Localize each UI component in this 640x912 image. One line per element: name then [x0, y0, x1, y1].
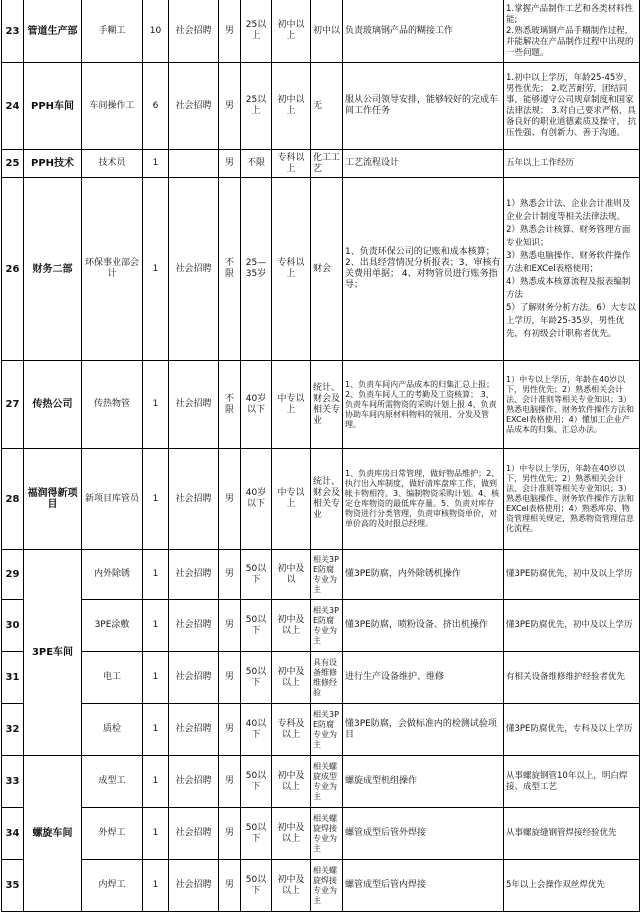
gender: 男 — [219, 63, 241, 150]
education: 专科以上 — [272, 150, 311, 178]
duty: 懂3PE防腐，喷粉设备、挤出机操作 — [343, 600, 504, 652]
department: PPH技术 — [24, 150, 82, 178]
headcount: 1 — [143, 178, 169, 361]
education: 中专以上 — [272, 449, 311, 550]
table-row — [2, 178, 640, 361]
duty: 进行生产设备维护、维修 — [343, 652, 504, 704]
table-row — [2, 756, 640, 808]
row-number: 24 — [2, 63, 24, 150]
row-number: 29 — [2, 550, 24, 600]
education: 中专以上 — [272, 361, 311, 449]
duty: 懂3PE防腐，内外除锈机操作 — [343, 550, 504, 600]
education: 初中及以上 — [272, 652, 311, 704]
table-row — [2, 652, 640, 704]
recruit-method: 社会招聘 — [169, 178, 219, 361]
position: 技术员 — [82, 150, 143, 178]
row-number: 30 — [2, 600, 24, 652]
headcount: 1 — [143, 652, 169, 704]
gender: 男 — [219, 756, 241, 808]
recruit-method: 社会招聘 — [169, 808, 219, 860]
position: 质检 — [82, 704, 143, 756]
recruit-method: 社会招聘 — [169, 600, 219, 652]
major: 相关3PE防腐专业为主 — [311, 704, 343, 756]
position: 电工 — [82, 652, 143, 704]
table-row — [2, 550, 640, 600]
headcount: 1 — [143, 449, 169, 550]
position: 3PE涂敷 — [82, 600, 143, 652]
education: 专科及以上 — [272, 704, 311, 756]
major: 相关3PE防腐专业为主 — [311, 550, 343, 600]
headcount: 1 — [143, 600, 169, 652]
education: 初中以上 — [272, 63, 311, 150]
gender: 不限 — [219, 361, 241, 449]
requirements: 从事螺旋钢管10年以上，明白焊接、成型工艺 — [504, 756, 640, 808]
department: 传热公司 — [24, 361, 82, 449]
age: 25以上 — [241, 63, 272, 150]
headcount: 1 — [143, 704, 169, 756]
duty: 1、负责环保公司的记账和成本核算； 2、出具经营情况分析报表；3、审核有关费用单据； 4、对物管员进行账务指导； — [343, 178, 504, 361]
duty: 工艺流程设计 — [343, 150, 504, 178]
recruit-method: 社会招聘 — [169, 550, 219, 600]
age: 50以下 — [241, 550, 272, 600]
position: 环保事业部会计 — [82, 178, 143, 361]
age: 50以下 — [241, 808, 272, 860]
recruit-method: 社会招聘 — [169, 63, 219, 150]
row-number: 26 — [2, 178, 24, 361]
education: 初中及以上 — [272, 808, 311, 860]
gender: 男 — [219, 860, 241, 912]
education: 初中及以上 — [272, 756, 311, 808]
age: 不限 — [241, 150, 272, 178]
duty: 懂3PE防腐，会做标准内的检测试验项目 — [343, 704, 504, 756]
position: 外焊工 — [82, 808, 143, 860]
recruit-method: 社会招聘 — [169, 704, 219, 756]
requirements: 从事螺旋缝钢管焊接经验优先 — [504, 808, 640, 860]
major: 具有设备维修维修经验 — [311, 652, 343, 704]
headcount: 1 — [143, 150, 169, 178]
gender: 男 — [219, 704, 241, 756]
age: 50以下 — [241, 860, 272, 912]
headcount: 1 — [143, 808, 169, 860]
major: 初中以 — [311, 0, 343, 63]
table-row — [2, 600, 640, 652]
position: 内焊工 — [82, 860, 143, 912]
gender: 男 — [219, 808, 241, 860]
requirements: 1.掌握产品制作工艺和各类材料性能; 2.熟悉玻璃钢产品手糊制作过程，并能解决在产品制作过程中出现的一些问题。 — [504, 0, 640, 63]
duty: 1、负责库房日常管理，做好物品维护；2、执行出入库制度，做好清库盘库工作，做到帐卡物相符。3、编制物资采购计划。4、核定仓库物资的最低库存量。5、负责对库存物资进行分类管理，负责审核物资单价，对单价高的及时报总经理。 — [343, 449, 504, 550]
row-number: 31 — [2, 652, 24, 704]
headcount: 10 — [143, 0, 169, 63]
duty: 螺管成型后管外焊接 — [343, 808, 504, 860]
requirements: 懂3PE防腐优先，初中及以上学历 — [504, 600, 640, 652]
major: 相关螺旋焊接专业为主 — [311, 860, 343, 912]
table-row — [2, 0, 640, 63]
requirements: 有相关设备维修维护经验者优先 — [504, 652, 640, 704]
education: 专科以上 — [272, 178, 311, 361]
position: 内外除锈 — [82, 550, 143, 600]
requirements: 懂3PE防腐优先，初中及以上学历 — [504, 550, 640, 600]
duty: 服从公司领导安排，能够较好的完成车间工作任务 — [343, 63, 504, 150]
duty: 螺旋成型机组操作 — [343, 756, 504, 808]
requirements: 五年以上工作经历 — [504, 150, 640, 178]
department: 3PE车间 — [24, 550, 82, 756]
age: 25—35岁 — [241, 178, 272, 361]
recruit-method — [169, 150, 219, 178]
headcount: 1 — [143, 550, 169, 600]
row-number: 23 — [2, 0, 24, 63]
gender: 男 — [219, 600, 241, 652]
row-number: 35 — [2, 860, 24, 912]
recruit-method: 社会招聘 — [169, 652, 219, 704]
position: 手糊工 — [82, 0, 143, 63]
position: 传热物管 — [82, 361, 143, 449]
age: 40岁以下 — [241, 361, 272, 449]
duty: 螺管成型后管内焊接 — [343, 860, 504, 912]
major: 化工工艺 — [311, 150, 343, 178]
gender: 男 — [219, 652, 241, 704]
requirements: 1）中专以上学历，年龄在40岁以下，男性优先；2）熟悉相关会计法、会计准则等相关专业知识；3）熟悉电脑操作、财务软件操作方法和EXCel表格使用；4）熟悉库房、物资管理相关规定，熟悉物资管理信息化流程。 — [504, 449, 640, 550]
requirements: 1）中专以上学历，年龄在40岁以下，男性优先；2）熟悉相关会计法、会计准则等相关专业知识；3）熟悉电脑操作、财务软件操作方法和EXCel表格使用；4）懂加工企业产品成本的归集、汇总办法。 — [504, 361, 640, 449]
row-number: 33 — [2, 756, 24, 808]
row-number: 32 — [2, 704, 24, 756]
education: 初中及以 — [272, 550, 311, 600]
major: 无 — [311, 63, 343, 150]
age: 40岁以下 — [241, 449, 272, 550]
row-number: 34 — [2, 808, 24, 860]
department: 福润得新项目 — [24, 449, 82, 550]
headcount: 1 — [143, 860, 169, 912]
department: PPH车间 — [24, 63, 82, 150]
table-row — [2, 63, 640, 150]
major: 相关螺旋焊接专业为主 — [311, 808, 343, 860]
gender: 男 — [219, 0, 241, 63]
age: 40以下 — [241, 704, 272, 756]
education: 初中及以上 — [272, 860, 311, 912]
position: 车间操作工 — [82, 63, 143, 150]
department: 财务二部 — [24, 178, 82, 361]
recruit-method: 社会招聘 — [169, 860, 219, 912]
table-row — [2, 808, 640, 860]
gender: 不限 — [219, 178, 241, 361]
headcount: 6 — [143, 63, 169, 150]
requirements: 1）熟悉会计法、企业会计准则及企业会计制度等相关法律法规。 2）熟悉会计核算、财务管理方面专业知识； 3）熟悉电脑操作、财务软件操作方法和EXCel表格使用； 4）熟悉成本核算流程及报表编制方法 5）了解财务分析方法。6）大专以上学历，年龄25-35岁，男性优先，有初级会计职称者优先。 — [504, 178, 640, 361]
row-number: 28 — [2, 449, 24, 550]
requirements: 5年以上会操作双丝焊优先 — [504, 860, 640, 912]
recruit-method: 社会招聘 — [169, 0, 219, 63]
major: 统计、财会及相关专业 — [311, 449, 343, 550]
major: 相关3PE防腐专业为主 — [311, 600, 343, 652]
table-row — [2, 150, 640, 178]
age: 50以下 — [241, 756, 272, 808]
recruit-method: 社会招聘 — [169, 756, 219, 808]
duty: 1、负责车间内产品成本的归集汇总上报；2、负责车间人工的考勤及工资核算； 3、负责车间所需物资的采购计划上报 4、负责协助车间内原材料物料的领用、分发及管理。 — [343, 361, 504, 449]
headcount: 1 — [143, 361, 169, 449]
row-number: 25 — [2, 150, 24, 178]
headcount: 1 — [143, 756, 169, 808]
age: 50以下 — [241, 600, 272, 652]
table-row — [2, 361, 640, 449]
requirements: 懂3PE防腐优先，专科及以上学历 — [504, 704, 640, 756]
row-number: 27 — [2, 361, 24, 449]
department: 管道生产部 — [24, 0, 82, 63]
recruit-method: 社会招聘 — [169, 361, 219, 449]
major: 统计、财会及相关专业 — [311, 361, 343, 449]
recruitment-table — [1, 0, 640, 912]
education: 初中以上 — [272, 0, 311, 63]
duty: 负责玻璃钢产品的糊接工作 — [343, 0, 504, 63]
age: 50以下 — [241, 652, 272, 704]
requirements: 1.初中以上学历，年龄25-45岁，男性优先； 2.吃苦耐劳，团结同事，能够遵守公司规章制度和国家法律法规； 3.对自己要求严格，具备良好的职业道德素质及操守， 抗压性强、有创新力、善于沟通。 — [504, 63, 640, 150]
recruit-method: 社会招聘 — [169, 449, 219, 550]
department: 螺旋车间 — [24, 756, 82, 912]
gender: 男 — [219, 150, 241, 178]
major: 财会 — [311, 178, 343, 361]
gender: 男 — [219, 449, 241, 550]
education: 初中及以上 — [272, 600, 311, 652]
age: 25以上 — [241, 0, 272, 63]
position: 新项目库管员 — [82, 449, 143, 550]
table-row — [2, 704, 640, 756]
gender: 男 — [219, 550, 241, 600]
major: 相关螺旋成型专业为主 — [311, 756, 343, 808]
position: 成型工 — [82, 756, 143, 808]
table-row — [2, 449, 640, 550]
